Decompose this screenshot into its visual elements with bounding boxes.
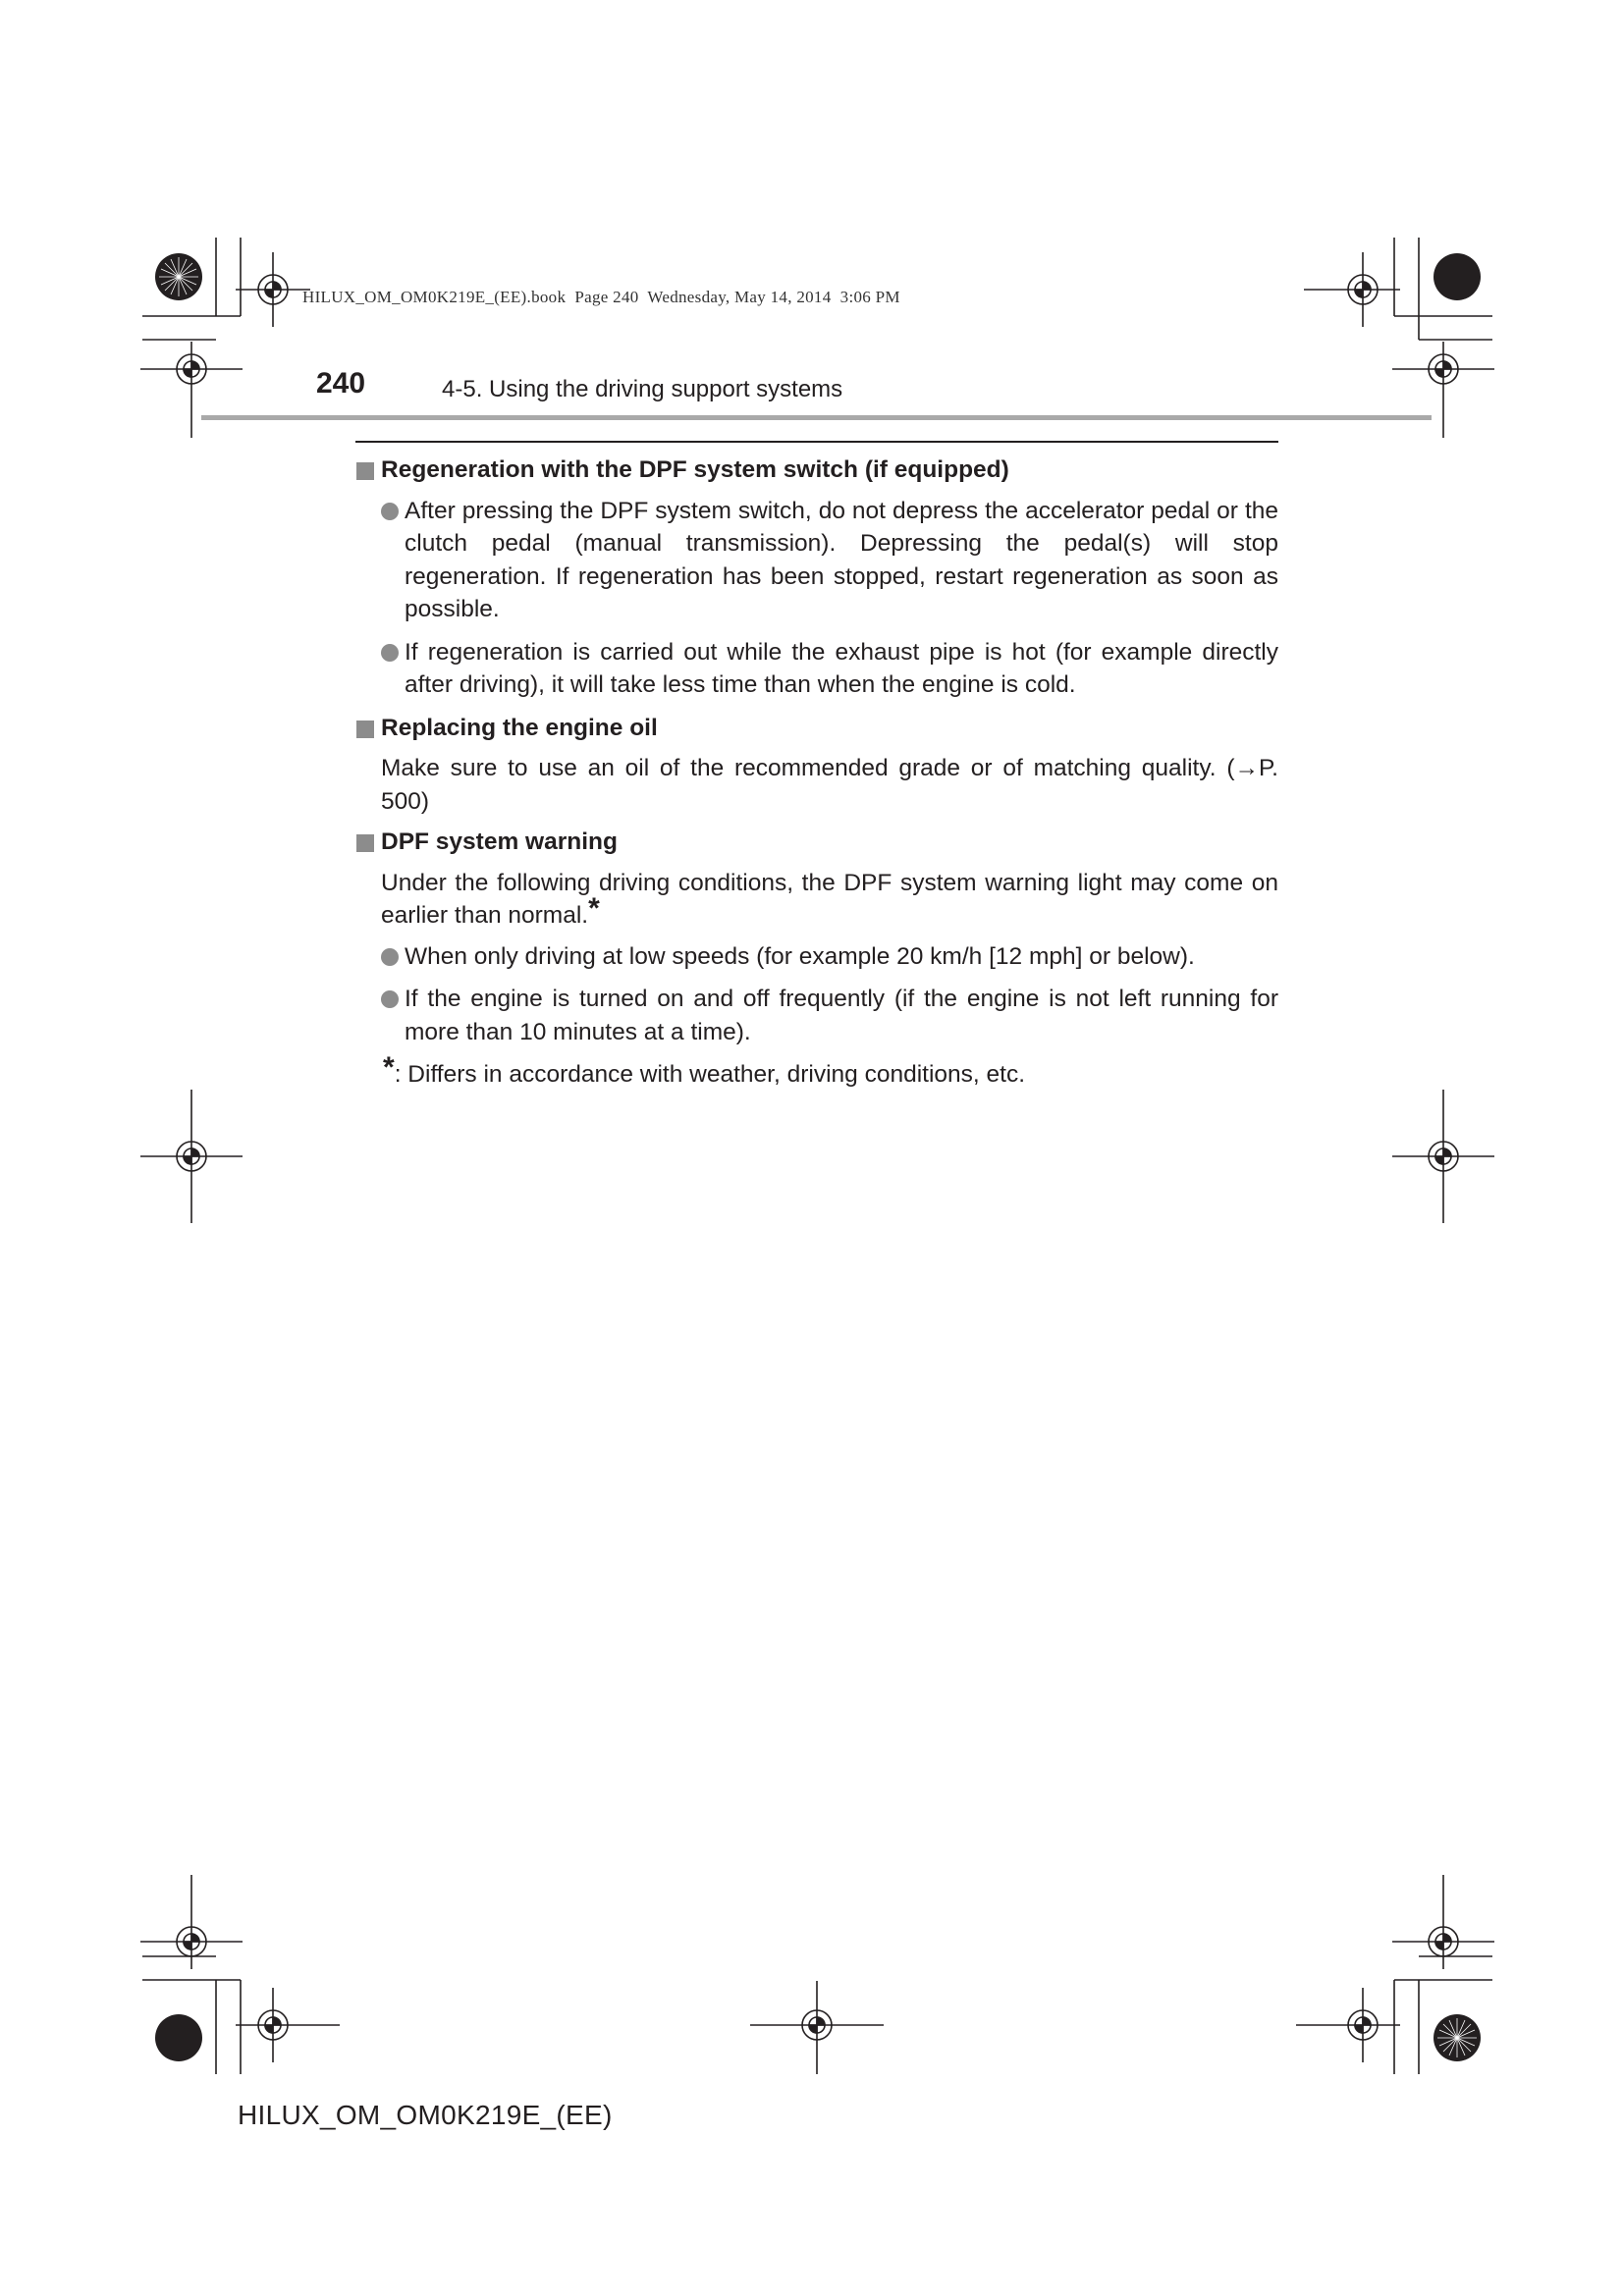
section-heading: DPF system warning [355, 826, 1278, 859]
slug-time: 3:06 PM [839, 288, 900, 306]
page-number: 240 [316, 367, 366, 400]
square-bullet-icon [356, 834, 374, 852]
page-content [355, 454, 1278, 1092]
footnote-marker: * [383, 1051, 395, 1084]
circle-bullet-icon [381, 644, 399, 662]
registration-mark-icon [1392, 342, 1494, 438]
bullet-item: If regeneration is carried out while the exhaust pipe is hot (for example directly after driving), it will take less time than when the engine is cold. [355, 636, 1278, 702]
slug-date: Wednesday, May 14, 2014 [647, 288, 832, 306]
registration-mark-icon [140, 1875, 243, 1969]
bullet-item: If the engine is turned on and off frequently (if the engine is not left running for more than 10 minutes at a time). [355, 983, 1278, 1048]
content-rule [355, 441, 1278, 443]
slug-file: HILUX_OM_OM0K219E_(EE).book [302, 288, 567, 306]
registration-mark-icon [140, 1090, 243, 1223]
slug-page: Page 240 [574, 288, 639, 306]
square-bullet-icon [356, 721, 374, 738]
square-bullet-icon [356, 462, 374, 480]
registration-mark-icon [236, 1988, 340, 2062]
registration-mark-icon [1304, 252, 1400, 327]
bullet-item: After pressing the DPF system switch, do not depress the accelerator pedal or the clutch pedal (manual transmission). Depressing the pedal(s) will stop regeneration. If regeneration has been stopped, restart regeneration as soon as possible. [355, 495, 1278, 626]
print-slug [302, 288, 900, 307]
footnote-marker: * [588, 892, 600, 925]
paragraph: Make sure to use an oil of the recommended grade or of matching quality. (→P. 500) [381, 755, 1278, 815]
section-heading: Regeneration with the DPF system switch (if equipped) [355, 454, 1278, 487]
solid-target-icon [155, 2014, 202, 2061]
circle-bullet-icon [381, 990, 399, 1008]
footer-doc-code: HILUX_OM_OM0K219E_(EE) [238, 2100, 613, 2130]
section-heading: Replacing the engine oil [355, 712, 1278, 745]
registration-mark-icon [1296, 1988, 1400, 2062]
registration-mark-icon [140, 342, 243, 438]
circle-bullet-icon [381, 503, 399, 520]
starburst-target-icon [155, 253, 202, 300]
bullet-item: When only driving at low speeds (for example 20 km/h [12 mph] or below). [355, 940, 1278, 974]
starburst-target-icon [1434, 2014, 1481, 2061]
circle-bullet-icon [381, 948, 399, 966]
footnote: *: Differs in accordance with weather, driving conditions, etc. [383, 1051, 1025, 1088]
registration-mark-icon [1392, 1875, 1494, 1969]
registration-mark-icon [1392, 1090, 1494, 1223]
paragraph: Under the following driving conditions, the DPF system warning light may come on earlier than normal.* [381, 869, 1278, 929]
registration-mark-icon [750, 1981, 884, 2074]
solid-target-icon [1434, 253, 1481, 300]
header-rule [201, 415, 1432, 420]
section-title: 4-5. Using the driving support systems [442, 376, 843, 402]
registration-mark-icon [236, 252, 310, 327]
